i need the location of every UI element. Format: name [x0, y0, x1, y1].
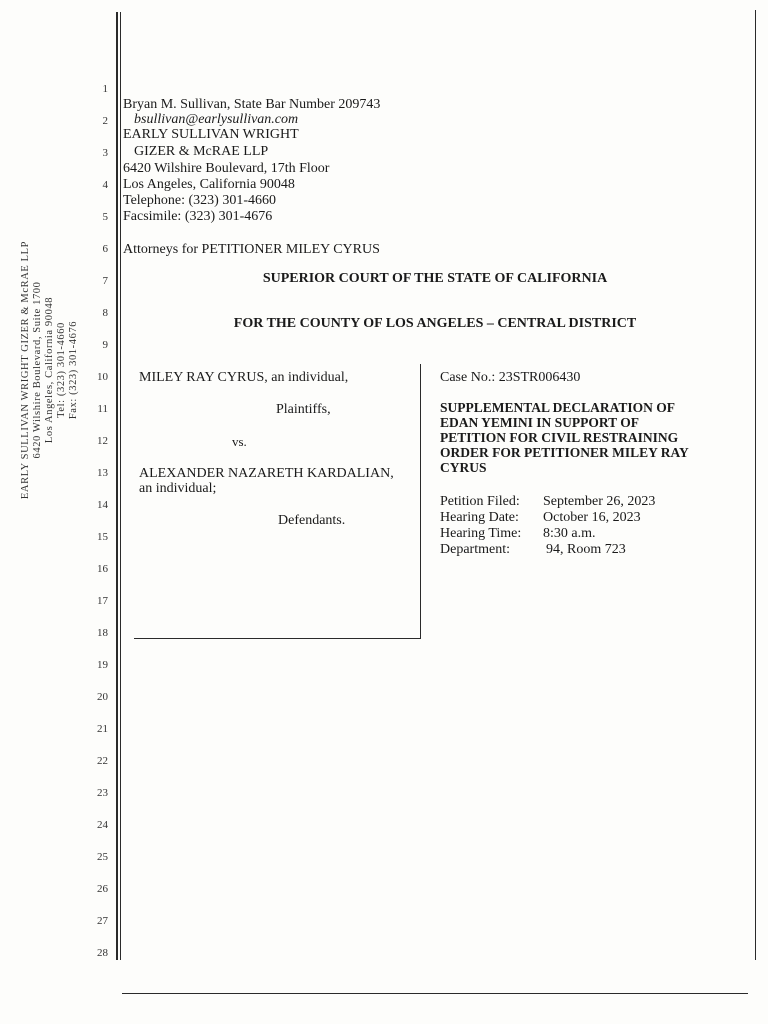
petition-filed-value: September 26, 2023: [543, 494, 656, 509]
line-number: 19: [97, 659, 108, 671]
line-number: 24: [97, 819, 108, 831]
line-number: 3: [102, 147, 108, 159]
line-number: 11: [97, 403, 108, 415]
department-label: Department:: [440, 542, 510, 557]
hearing-time-row: [440, 526, 655, 542]
document-title-line: EDAN YEMINI IN SUPPORT OF: [440, 415, 640, 430]
attorney-name: Bryan M. Sullivan, State Bar Number 209743: [123, 97, 381, 112]
hearing-date-value: October 16, 2023: [543, 510, 641, 525]
sidebar-city: Los Angeles, California 90048: [44, 296, 55, 444]
case-number: Case No.: 23STR006430: [440, 370, 581, 385]
line-number: 5: [102, 211, 108, 223]
firm-address2: Los Angeles, California 90048: [123, 177, 295, 192]
defendant-type: an individual;: [139, 481, 217, 496]
line-number: 20: [97, 691, 108, 703]
department-value: 94, Room 723: [546, 542, 626, 557]
caption-bottom-rule: [134, 638, 421, 639]
defendants-label: Defendants.: [278, 513, 346, 528]
versus-label: vs.: [232, 434, 247, 449]
attorneys-for: Attorneys for PETITIONER MILEY CYRUS: [123, 242, 380, 257]
department-row: [440, 542, 655, 558]
left-margin-rule-inner: [120, 12, 121, 960]
sidebar-firm-name: EARLY SULLIVAN WRIGHT GIZER & McRAE LLP: [20, 240, 31, 500]
line-number: 12: [97, 435, 108, 447]
line-number: 22: [97, 755, 108, 767]
firm-facsimile: Facsimile: (323) 301-4676: [123, 209, 273, 224]
sidebar-fax: Fax: (323) 301-4676: [68, 320, 79, 420]
firm-address1: 6420 Wilshire Boulevard, 17th Floor: [123, 161, 330, 176]
sidebar-address: 6420 Wilshire Boulevard, Suite 1700: [32, 281, 43, 459]
document-title-line: PETITION FOR CIVIL RESTRAINING: [440, 430, 679, 445]
line-number: 4: [102, 179, 108, 191]
hearing-date-label: Hearing Date:: [440, 510, 519, 525]
firm-telephone: Telephone: (323) 301-4660: [123, 193, 276, 208]
document-title-line: SUPPLEMENTAL DECLARATION OF: [440, 400, 676, 415]
document-title: [440, 400, 740, 475]
hearing-time-value: 8:30 a.m.: [543, 526, 596, 541]
hearing-date-row: [440, 510, 655, 526]
line-number: 8: [102, 307, 108, 319]
caption-divider: [420, 364, 421, 639]
document-title-line: CYRUS: [440, 460, 487, 475]
line-number: 15: [97, 531, 108, 543]
left-margin-rule-outer: [116, 12, 118, 960]
firm-sidebar: [20, 60, 84, 680]
line-number: 13: [97, 467, 108, 479]
document-title-line: ORDER FOR PETITIONER MILEY RAY: [440, 445, 689, 460]
line-number: 10: [97, 371, 108, 383]
court-county: FOR THE COUNTY OF LOS ANGELES – CENTRAL DISTRICT: [233, 316, 637, 331]
line-number: 21: [97, 723, 108, 735]
footer-rule: [122, 993, 748, 994]
line-number: 2: [102, 115, 108, 127]
line-number: 6: [102, 243, 108, 255]
line-number: 18: [97, 627, 108, 639]
right-margin-rule: [755, 10, 756, 960]
petition-filed-row: [440, 494, 655, 510]
line-number: 17: [97, 595, 108, 607]
defendant-name: ALEXANDER NAZARETH KARDALIAN,: [139, 466, 394, 481]
line-number: 23: [97, 787, 108, 799]
attorney-email: bsullivan@earlysullivan.com: [134, 112, 299, 127]
firm-name-line2: GIZER & McRAE LLP: [134, 144, 269, 159]
line-number: 25: [97, 851, 108, 863]
hearing-time-label: Hearing Time:: [440, 526, 522, 541]
line-number: 14: [97, 499, 108, 511]
line-number: 27: [97, 915, 108, 927]
line-number: 9: [102, 339, 108, 351]
court-title: SUPERIOR COURT OF THE STATE OF CALIFORNIA: [262, 271, 608, 286]
line-number: 26: [97, 883, 108, 895]
line-number: 7: [102, 275, 108, 287]
hearing-info: [440, 494, 655, 558]
line-number: 28: [97, 947, 108, 959]
line-number: 1: [102, 83, 108, 95]
sidebar-tel: Tel: (323) 301-4660: [56, 322, 67, 418]
firm-name-line1: EARLY SULLIVAN WRIGHT: [123, 127, 299, 142]
line-number: 16: [97, 563, 108, 575]
plaintiff-name: MILEY RAY CYRUS, an individual,: [139, 370, 349, 385]
petition-filed-label: Petition Filed:: [440, 494, 520, 509]
plaintiffs-label: Plaintiffs,: [276, 402, 331, 417]
